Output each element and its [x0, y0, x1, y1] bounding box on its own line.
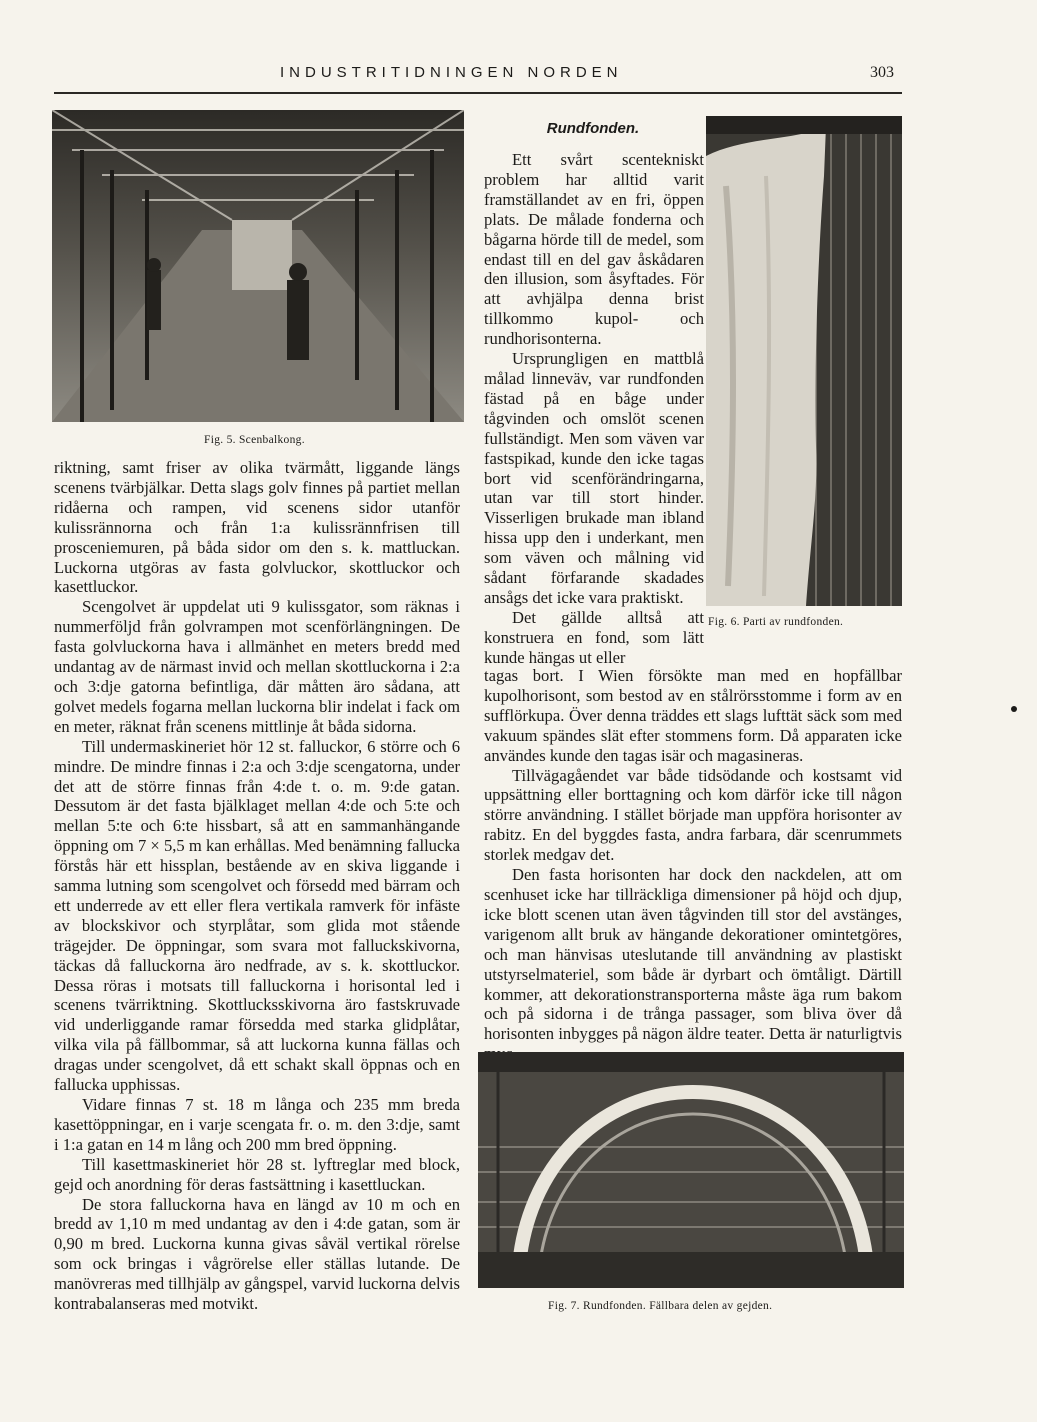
header-rule	[54, 92, 902, 94]
left-column	[54, 458, 460, 1314]
paragraph: Scengolvet är uppdelat uti 9 kulissgator, som räknas i nummerföljd från golvrampen mot scenförlängningen. De fasta golvluckorna hava i allmänhet en meters bredd med undantag av de närmast invid och mellan skottluckorna i 2:a och 3:dje gatorna befintliga, där måtten äro sådana, att golvet medels fogarna mellan luckorna blir indelat i fack om en meter, räknat från scenens mittlinje åt båda sidorna.	[54, 597, 460, 736]
figure-5-photo	[52, 110, 464, 422]
paragraph: Det gällde alltså att konstruera en fond, som lätt kunde hängas ut eller	[484, 607, 704, 667]
paragraph: Ett svårt scentekniskt problem har alltid varit framställandet av en fri, öppen plats. De målade fonderna och bågarna hörde till de medel, som endast till en del gav åskådaren den illusion, som åsyftades. För att avhjälpa denna brist tillkommo kupol- och rundhorisonterna.	[484, 150, 704, 349]
figure-6-photo	[706, 116, 902, 606]
paragraph: Tillvägagåendet var både tidsödande och kostsamt vid uppsättning eller borttagning och kom därför icke till någon större användning. I stället började man uppföra horisonter av rabitz. En del byggdes fasta, andra farbara, där scenrummets storlek medgav det.	[484, 765, 902, 865]
paragraph: riktning, samt friser av olika tvärmått, liggande längs scenens tvärbjälkar. Detta slags golv finnes på partiet mellan ridåerna och rampen, vid scenens sidor utanför kulissrännorna och från 1:a kulissrännfrisen till prosceniemuren, på båda sidor om den s. k. mattluckan. Luckorna utgöras av fasta golvluckor, skottluckor och kasettluckor.	[54, 458, 460, 597]
figure-7-caption: Fig. 7. Rundfonden. Fällbara delen av gejden.	[548, 1300, 773, 1312]
figure-6-caption: Fig. 6. Parti av rundfonden.	[708, 616, 844, 628]
paragraph: Ursprungligen en mattblå målad linneväv, var rundfonden fästad på en båge under tågvinden och omslöt scenen fullständigt. Men som väven var fastspikad, kunde den icke tagas bort vid scenförändringarna, utan var till stort hinder. Visserligen brukade man ibland hissa upp den i underkant, men som väven och målning vid sådant förfarande skadades ansågs det icke vara praktiskt.	[484, 349, 704, 607]
figure-5-caption: Fig. 5. Scenbalkong.	[204, 434, 305, 446]
paragraph: De stora falluckorna hava en längd av 10 m och en bredd av 1,10 m med undantag av den i 4:de gatan, som är 0,90 m bred. Luckorna kunna givas såväl vertikal rörelse som ock bringas i vågrörelse eller ställas lutande. De manövreras med tillhjälp av gångspel, varvid luckorna delvis kontrabalanseras med motvikt.	[54, 1194, 460, 1314]
margin-mark	[1011, 706, 1017, 712]
running-head: INDUSTRITIDNINGEN NORDEN	[280, 64, 623, 81]
paragraph: Till undermaskineriet hör 12 st. falluckor, 6 större och 6 mindre. De mindre finnas i 2:a och 3:dje scengatorna, under det att de större finnas från 4:de t. o. m. 9:de gatan. Dessutom är det fasta bjälklaget mellan 4:de och 5:te och mellan 5:te och 6:te hissbart, så att en sammanhängande öppning om 7 × 5,5 m kan erhållas. Med benämning fallucka förstås här ett hissplan, bestående av en skiva liggande i samma lutning som scengolvet och försedd med bärram och ett underrede av ett eller flera vertikala ramverk för infäste av blockskivor och styrplåtar, som glida mot stående trägejder. De öppningar, som svara mot falluckskivorna, täckas då falluckorna äro nedfrade, av s. k. skottluckor. Dessa röras i motsats till falluckorna i horisontal led i scenens tvärriktning. Skottlucksskivorna äro fastskruvade vid underliggande ramar försedda med starka glidplåtar, vilka vila på fällbommar, så att luckorna kunna fällas och dragas under scengolvet, då ett schakt skall öppnas och en fallucka upphissas.	[54, 736, 460, 1095]
paragraph: Vidare finnas 7 st. 18 m långa och 235 mm breda kasettöppningar, en i varje scengata fr. o. m. den 3:dje, samt i 1:a gatan en 14 m lång och 200 mm bred öppning.	[54, 1095, 460, 1154]
section-title: Rundfonden.	[546, 120, 640, 137]
page-number: 303	[870, 64, 894, 81]
paragraph: Den fasta horisonten har dock den nackdelen, att om scenhuset icke har tillräckliga dimensioner på höjd och djup, icke blott scenen utan även tågvinden till stor del avstänges, varigenom allt bruk av hängande dekorationer omintetgöres, och man hänvisas uteslutande till användning av plastiskt utstyrselmateriel, som både är dyrbart och ömtåligt. Därtill kommer, att dekorationstransporterna måste äga rum bakom och på sidorna i de trånga passager, som bliva över då horisonten inbygges på nägon äldre teater. Detta är naturligtvis	[484, 865, 902, 1044]
paragraph: Till kasettmaskineriet hör 28 st. lyftreglar med block, gejd och anordning för deras fastsättning i kasettluckan.	[54, 1154, 460, 1194]
figure-7-photo	[478, 1052, 904, 1288]
paragraph: tagas bort. I Wien försökte man med en hopfällbar kupolhorisont, som bestod av en stålrörsstomme i form av en sufflörkupa. Över denna träddes ett slags lufttät säck som med vakuum spändes slät efter stommens form. Då apparaten icke användes kunde den tagas isär och magasineras.	[484, 666, 902, 765]
rundfonden-narrow-column	[484, 150, 704, 668]
rundfonden-wide-column	[484, 666, 902, 1064]
